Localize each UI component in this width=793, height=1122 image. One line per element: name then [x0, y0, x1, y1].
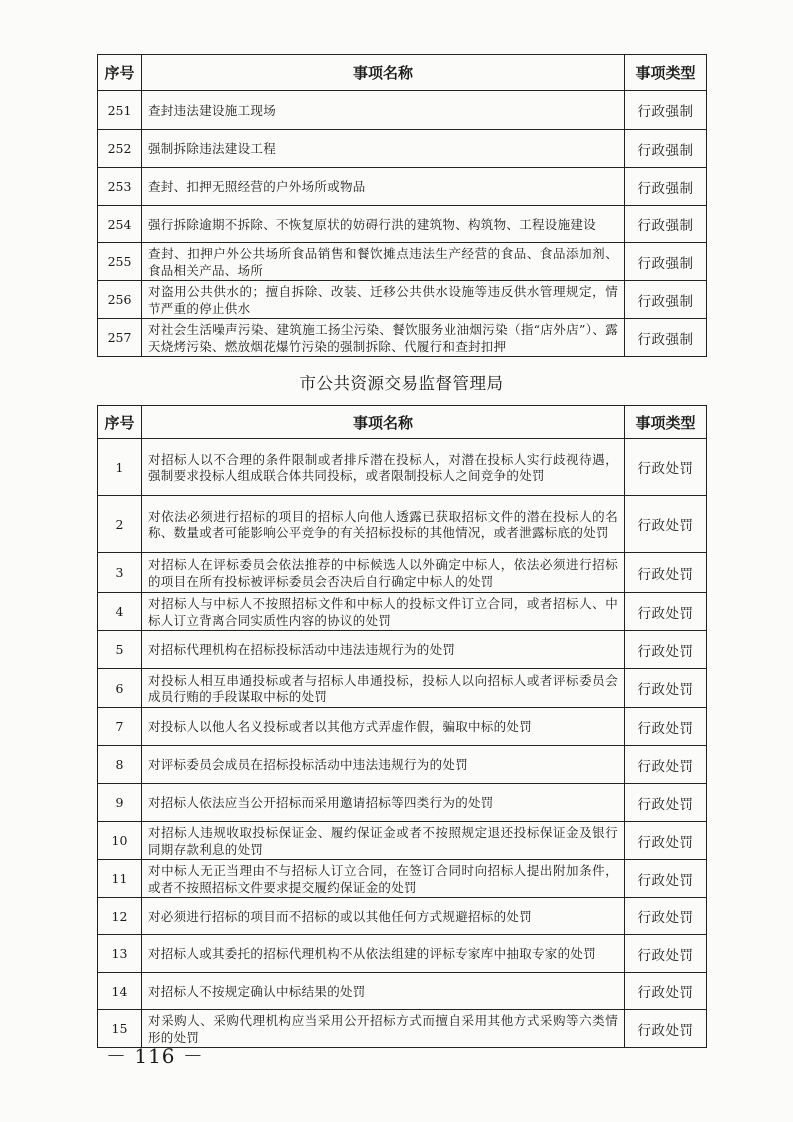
row-number: 9: [98, 784, 142, 822]
row-item-type: 行政处罚: [625, 439, 707, 496]
row-number: 12: [98, 898, 142, 935]
row-number: 251: [98, 91, 142, 130]
row-item-type: 行政处罚: [625, 669, 707, 708]
row-item-name: 对投标人以他人名义投标或者以其他方式弄虚作假，骗取中标的处罚: [142, 708, 625, 746]
header-num: 序号: [98, 406, 142, 439]
header-type: 事项类型: [625, 55, 707, 91]
table-row: [98, 708, 707, 746]
table-row: [98, 822, 707, 860]
row-item-name: 对招标人违规收取投标保证金、履约保证金或者不按照规定退还投标保证金及银行同期存款利息的处罚: [142, 822, 625, 860]
table-row: [98, 168, 707, 206]
table-row: [98, 631, 707, 669]
row-item-name: 对采购人、采购代理机构应当采用公开招标方式而擅自采用其他方式采购等六类情形的处罚: [142, 1010, 625, 1048]
table-row: [98, 973, 707, 1010]
row-item-type: 行政强制: [625, 243, 707, 281]
row-item-name: 对依法必须进行招标的项目的招标人向他人透露已获取招标文件的潜在投标人的名称、数量或者可能影响公平竞争的有关招标投标的其他情况，或者泄露标底的处罚: [142, 496, 625, 553]
row-item-name: 对投标人相互串通投标或者与招标人串通投标，投标人以向招标人或者评标委员会成员行贿的手段谋取中标的处罚: [142, 669, 625, 708]
row-item-name: 对评标委员会成员在招标投标活动中违法违规行为的处罚: [142, 746, 625, 784]
row-number: 14: [98, 973, 142, 1010]
row-item-name: 查封违法建设施工现场: [142, 91, 625, 130]
row-item-type: 行政处罚: [625, 784, 707, 822]
row-number: 6: [98, 669, 142, 708]
row-item-type: 行政处罚: [625, 553, 707, 593]
table-row: [98, 669, 707, 708]
row-item-type: 行政处罚: [625, 496, 707, 553]
row-number: 13: [98, 935, 142, 973]
row-item-name: 强行拆除逾期不拆除、不恢复原状的妨碍行洪的建筑物、构筑物、工程设施建设: [142, 206, 625, 243]
row-number: 257: [98, 319, 142, 357]
header-type: 事项类型: [625, 406, 707, 439]
table-enforcement: [97, 54, 707, 357]
table-row: [98, 281, 707, 319]
row-item-name: 强制拆除违法建设工程: [142, 130, 625, 168]
row-number: 252: [98, 130, 142, 168]
row-item-type: 行政处罚: [625, 898, 707, 935]
row-item-name: 查封、扣押户外公共场所食品销售和餐饮摊点违法生产经营的食品、食品添加剂、食品相关产品、场所: [142, 243, 625, 281]
table-row: [98, 243, 707, 281]
row-item-type: 行政强制: [625, 281, 707, 319]
row-number: 1: [98, 439, 142, 496]
header-num: 序号: [98, 55, 142, 91]
table-row: [98, 746, 707, 784]
row-number: 4: [98, 593, 142, 631]
row-item-type: 行政处罚: [625, 822, 707, 860]
row-item-type: 行政处罚: [625, 935, 707, 973]
row-item-type: 行政处罚: [625, 860, 707, 898]
row-item-type: 行政处罚: [625, 973, 707, 1010]
row-item-type: 行政强制: [625, 91, 707, 130]
header-name: 事项名称: [142, 55, 625, 91]
table-row: [98, 496, 707, 553]
row-number: 11: [98, 860, 142, 898]
row-item-name: 对招标代理机构在招标投标活动中违法违规行为的处罚: [142, 631, 625, 669]
header-name: 事项名称: [142, 406, 625, 439]
table-row: [98, 91, 707, 130]
table-row: [98, 593, 707, 631]
row-number: 15: [98, 1010, 142, 1048]
row-item-name: 对招标人依法应当公开招标而采用邀请招标等四类行为的处罚: [142, 784, 625, 822]
row-item-type: 行政强制: [625, 319, 707, 357]
row-number: 8: [98, 746, 142, 784]
table-row: [98, 206, 707, 243]
table-row: [98, 130, 707, 168]
table-row: [98, 553, 707, 593]
row-item-type: 行政处罚: [625, 746, 707, 784]
row-item-type: 行政强制: [625, 206, 707, 243]
row-item-name: 对招标人在评标委员会依法推荐的中标候选人以外确定中标人，依法必须进行招标的项目在所有投标被评标委员会否决后自行确定中标人的处罚: [142, 553, 625, 593]
row-item-name: 对招标人与中标人不按照招标文件和中标人的投标文件订立合同，或者招标人、中标人订立背离合同实质性内容的协议的处罚: [142, 593, 625, 631]
row-item-type: 行政处罚: [625, 631, 707, 669]
row-number: 254: [98, 206, 142, 243]
row-item-type: 行政强制: [625, 168, 707, 206]
row-item-name: 对招标人不按规定确认中标结果的处罚: [142, 973, 625, 1010]
row-number: 3: [98, 553, 142, 593]
row-item-name: 对招标人或其委托的招标代理机构不从依法组建的评标专家库中抽取专家的处罚: [142, 935, 625, 973]
row-number: 10: [98, 822, 142, 860]
row-item-name: 对社会生活噪声污染、建筑施工扬尘污染、餐饮服务业油烟污染（指“店外店”）、露天烧烤污染、燃放烟花爆竹污染的强制拆除、代履行和查封扣押: [142, 319, 625, 357]
row-item-type: 行政处罚: [625, 1010, 707, 1048]
row-item-name: 对盗用公共供水的；擅自拆除、改装、迁移公共供水设施等违反供水管理规定，情节严重的停止供水: [142, 281, 625, 319]
row-number: 7: [98, 708, 142, 746]
table-row: [98, 860, 707, 898]
table-row: [98, 784, 707, 822]
row-number: 2: [98, 496, 142, 553]
page-number: － 116 －: [106, 1044, 204, 1068]
row-number: 253: [98, 168, 142, 206]
row-item-type: 行政处罚: [625, 593, 707, 631]
row-item-type: 行政强制: [625, 130, 707, 168]
table-row: [98, 319, 707, 357]
table-penalties: [97, 405, 707, 1048]
row-item-name: 对中标人无正当理由不与招标人订立合同，在签订合同时向招标人提出附加条件，或者不按照招标文件要求提交履约保证金的处罚: [142, 860, 625, 898]
row-item-type: 行政处罚: [625, 708, 707, 746]
row-item-name: 对必须进行招标的项目而不招标的或以其他任何方式规避招标的处罚: [142, 898, 625, 935]
row-number: 256: [98, 281, 142, 319]
table-row: [98, 935, 707, 973]
row-item-name: 查封、扣押无照经营的户外场所或物品: [142, 168, 625, 206]
section-title: 市公共资源交易监督管理局: [299, 374, 504, 393]
row-number: 255: [98, 243, 142, 281]
table-header-row: [98, 55, 707, 91]
table-row: [98, 439, 707, 496]
table-header-row: [98, 406, 707, 439]
row-number: 5: [98, 631, 142, 669]
table-row: [98, 898, 707, 935]
row-item-name: 对招标人以不合理的条件限制或者排斥潜在投标人，对潜在投标人实行歧视待遇，强制要求投标人组成联合体共同投标，或者限制投标人之间竞争的处罚: [142, 439, 625, 496]
